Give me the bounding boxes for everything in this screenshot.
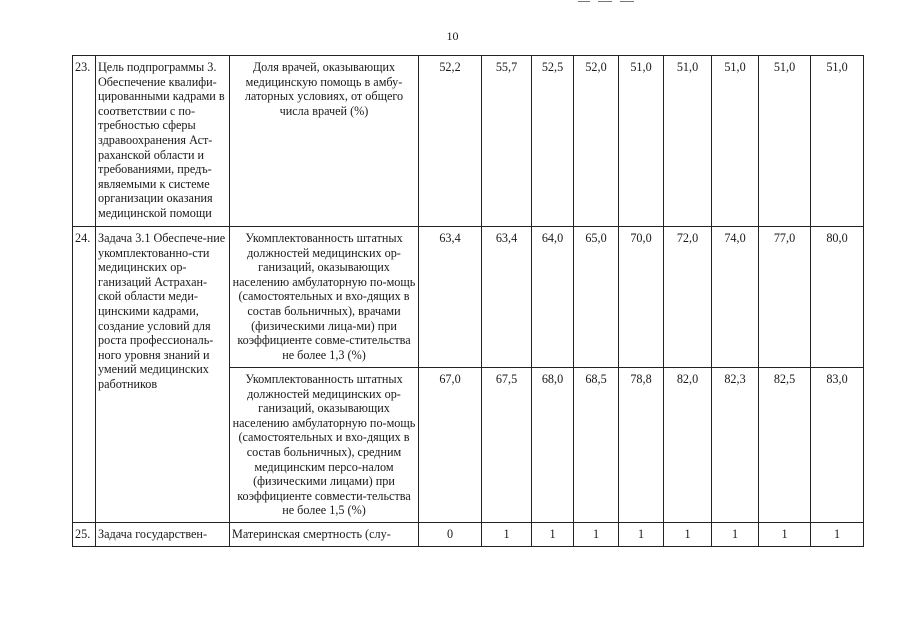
value-cell: 51,0 <box>811 56 864 227</box>
indicator-cell: Укомплектованность штатных должностей медицинских ор-ганизаций, оказывающих населению амбулаторную по-мощь (самостоятельных и вхо-дящих в состав больничных), средним медицинским персо-налом (физическими лицами) при коэффициенте совмести-тельства не более 1,5 (%) <box>230 368 419 523</box>
value-cell: 67,0 <box>419 368 482 523</box>
value-cell: 64,0 <box>532 227 574 368</box>
value-cell: 1 <box>482 523 532 547</box>
goal-cell: Цель подпрограммы 3. Обеспечение квалифи-цированными кадрами в соответствии с по-требностью сферы здравоохранения Аст-раханской области и требованиями, предъ-являемыми к системе организации оказания медицинской помощи <box>96 56 230 227</box>
value-cell: 52,2 <box>419 56 482 227</box>
indicator-cell: Материнская смертность (слу- <box>230 523 419 547</box>
indicators-table <box>72 55 864 547</box>
value-cell: 70,0 <box>619 227 664 368</box>
value-cell: 74,0 <box>712 227 759 368</box>
value-cell: 82,5 <box>759 368 811 523</box>
value-cell: 51,0 <box>664 56 712 227</box>
value-cell: 1 <box>712 523 759 547</box>
value-cell: 77,0 <box>759 227 811 368</box>
value-cell: 52,5 <box>532 56 574 227</box>
value-cell: 1 <box>574 523 619 547</box>
goal-cell: Задача 3.1 Обеспече-ние укомплектованно-сти медицинских ор-ганизаций Астрахан-ской области меди-цинскими кадрами, создание условий для роста профессиональ-ного уровня знаний и умений медицинских работников <box>96 227 230 523</box>
value-cell: 83,0 <box>811 368 864 523</box>
table-row <box>73 56 864 227</box>
value-cell: 1 <box>532 523 574 547</box>
value-cell: 72,0 <box>664 227 712 368</box>
row-number: 24. <box>73 227 96 523</box>
table-row <box>73 227 864 368</box>
value-cell: 68,5 <box>574 368 619 523</box>
value-cell: 68,0 <box>532 368 574 523</box>
value-cell: 80,0 <box>811 227 864 368</box>
value-cell: 67,5 <box>482 368 532 523</box>
value-cell: 1 <box>811 523 864 547</box>
value-cell: 51,0 <box>712 56 759 227</box>
page-number: 10 <box>446 29 459 43</box>
table-row <box>73 523 864 547</box>
value-cell: 63,4 <box>419 227 482 368</box>
row-number: 25. <box>73 523 96 547</box>
value-cell: 63,4 <box>482 227 532 368</box>
value-cell: 51,0 <box>619 56 664 227</box>
scan-artifact-marks <box>578 0 636 4</box>
value-cell: 55,7 <box>482 56 532 227</box>
value-cell: 65,0 <box>574 227 619 368</box>
value-cell: 1 <box>619 523 664 547</box>
value-cell: 0 <box>419 523 482 547</box>
indicator-cell: Укомплектованность штатных должностей медицинских ор-ганизаций, оказывающих населению амбулаторную по-мощь (самостоятельных и вхо-дящих в состав больничных), врачами (физическими лица-ми) при коэффициенте совме-стительства не более 1,3 (%) <box>230 227 419 368</box>
value-cell: 51,0 <box>759 56 811 227</box>
value-cell: 52,0 <box>574 56 619 227</box>
goal-cell: Задача государствен- <box>96 523 230 547</box>
indicator-cell: Доля врачей, оказывающих медицинскую помощь в амбу-латорных условиях, от общего числа врачей (%) <box>230 56 419 227</box>
value-cell: 82,3 <box>712 368 759 523</box>
row-number: 23. <box>73 56 96 227</box>
value-cell: 82,0 <box>664 368 712 523</box>
value-cell: 1 <box>664 523 712 547</box>
value-cell: 78,8 <box>619 368 664 523</box>
value-cell: 1 <box>759 523 811 547</box>
